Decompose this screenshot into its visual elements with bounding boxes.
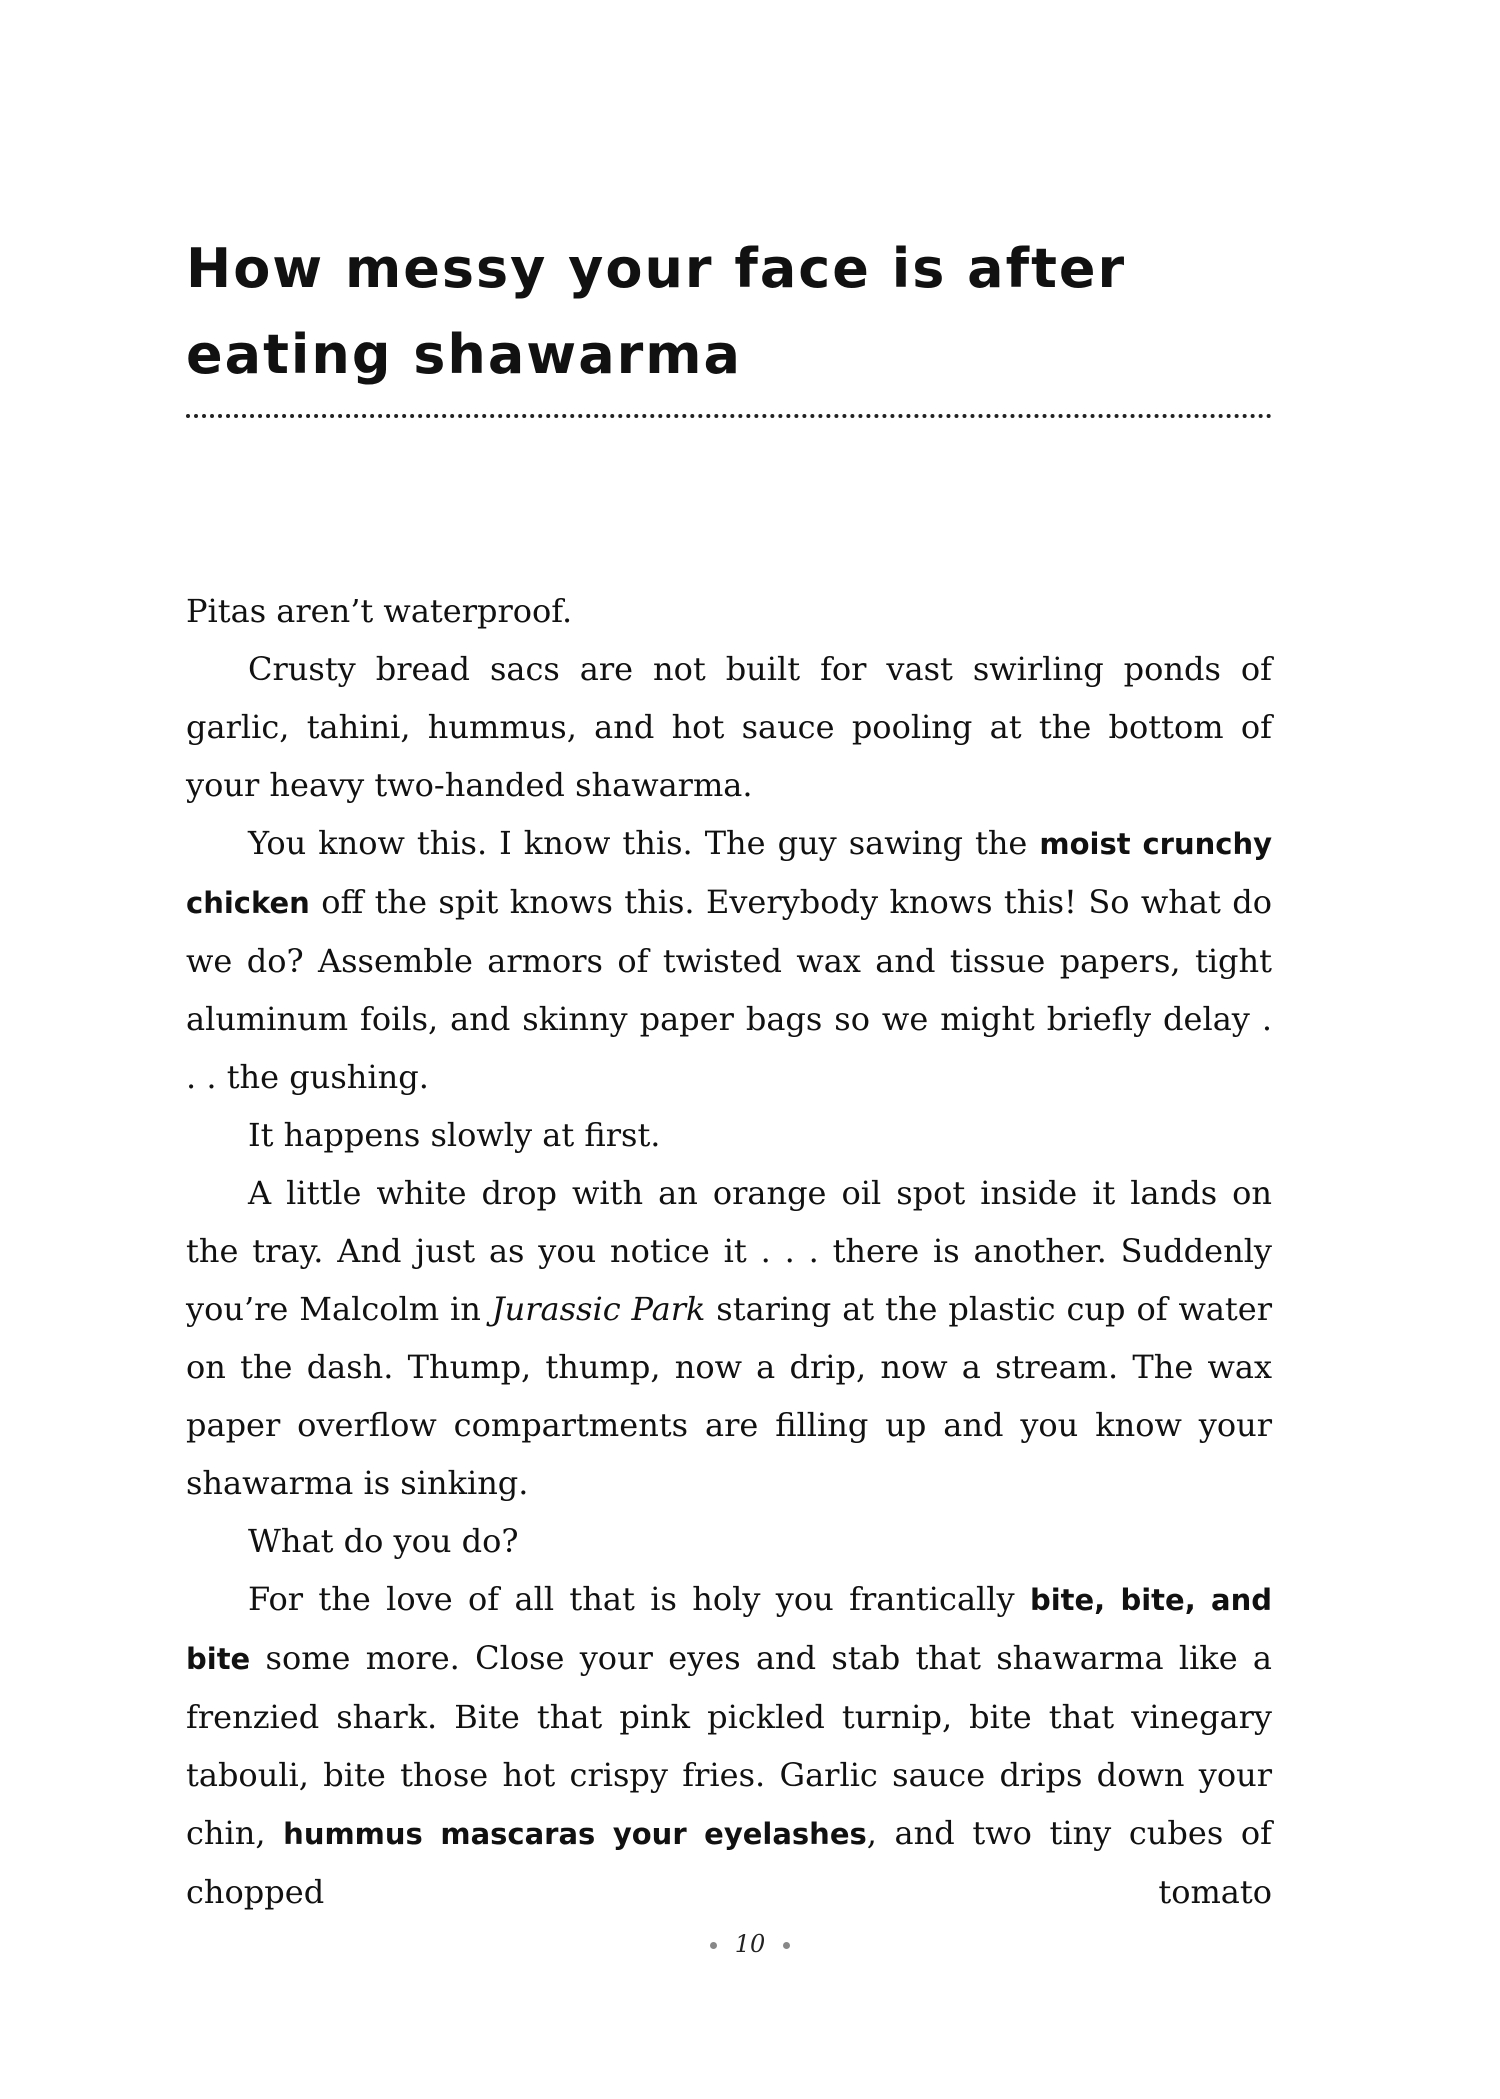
bullet-dot-left xyxy=(710,1942,717,1949)
dotted-divider xyxy=(186,414,1272,418)
paragraph-7-text-b: some more. Close your eyes and stab that shawarma like a frenzied shark. Bite that pink pickled turnip, bite that vinegary tabouli, bite those hot crispy fries. Garlic sauce drips down your chin, xyxy=(186,1639,1272,1852)
bold-phrase-moist-crunchy-chicken: moist crunchy chicken xyxy=(186,827,1273,920)
paragraph-7 xyxy=(186,1570,1272,1921)
paragraph-5-text-a: A little white drop with an orange oil spot inside it lands on the tray. And just as you notice it . . . there is another. Suddenly you’re Malcolm in xyxy=(186,1174,1272,1328)
chapter-heading: How messy your face is after eating shawarma xyxy=(186,237,1127,386)
bold-phrase-bite: bite, bite, and bite xyxy=(186,1583,1272,1676)
paragraph-7-text-a: For the love of all that is holy you frantically xyxy=(248,1580,1030,1618)
paragraph-3 xyxy=(186,814,1272,1106)
paragraph-5-text-b: staring at the plastic cup of water on the dash. Thump, thump, now a drip, now a stream. The wax paper overflow compartments are filling up and you know your shawarma is sinking. xyxy=(186,1290,1273,1502)
italic-title-jurassic-park: Jurassic Park xyxy=(491,1290,706,1328)
paragraph-5 xyxy=(186,1164,1272,1512)
paragraph-2: Crusty bread sacs are not built for vast swirling ponds of garlic, tahini, hummus, and hot sauce pooling at the bottom of your heavy two-handed shawarma. xyxy=(186,650,1272,804)
paragraph-1: Pitas aren’t waterproof. xyxy=(186,592,573,630)
paragraph-6: What do you do? xyxy=(248,1522,519,1560)
paragraph-3-text-b: off the spit knows this. Everybody knows this! So what do we do? Assemble armors of twisted wax and tissue papers, tight aluminum foils, and skinny paper bags so we might briefly delay . . . the gushing. xyxy=(186,883,1272,1096)
page-number: 10 xyxy=(734,1930,766,1958)
paragraph-3-text-a: You know this. I know this. The guy sawing the xyxy=(248,824,1040,862)
paragraph-7-text-c: , and two tiny cubes of chopped tomato xyxy=(186,1814,1272,1911)
body-text xyxy=(186,582,1272,1921)
bullet-dot-right xyxy=(783,1942,790,1949)
bold-phrase-hummus-mascaras: hummus mascaras your eyelashes xyxy=(283,1817,867,1851)
paragraph-4: It happens slowly at first. xyxy=(248,1116,661,1154)
page-footer xyxy=(0,1930,1500,1958)
